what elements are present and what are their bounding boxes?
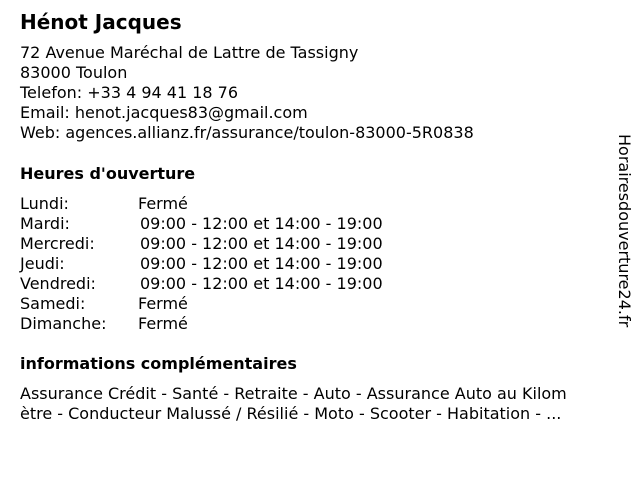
additional-info-heading: informations complémentaires [20,354,297,373]
day-label: Samedi: [20,294,86,313]
hours-value: Fermé [138,194,188,213]
hours-row-monday [20,194,450,214]
contact-details [20,43,474,143]
additional-info-line-1: Assurance Crédit - Santé - Retraite - Auto - Assurance Auto au Kilom [20,384,567,403]
day-label: Mercredi: [20,234,95,253]
opening-hours-heading: Heures d'ouverture [20,164,196,183]
hours-value: Fermé [138,294,188,313]
hours-value: Fermé [138,314,188,333]
additional-info-text [20,384,624,424]
hours-row-wednesday [20,234,450,254]
day-label: Mardi: [20,214,70,233]
email-line: Email: henot.jacques83@gmail.com [20,103,308,122]
hours-row-sunday [20,314,450,334]
hours-value: 09:00 - 12:00 et 14:00 - 19:00 [140,274,383,293]
hours-row-friday [20,274,450,294]
phone-line: Telefon: +33 4 94 41 18 76 [20,83,239,102]
day-label: Vendredi: [20,274,96,293]
site-watermark [612,134,640,344]
additional-info-line-2: ètre - Conducteur Malussé / Résilié - Moto - Scooter - Habitation - ... [20,404,562,423]
day-label: Dimanche: [20,314,107,333]
hours-value: 09:00 - 12:00 et 14:00 - 19:00 [140,214,383,233]
day-label: Lundi: [20,194,69,213]
address-line-2: 83000 Toulon [20,63,128,82]
day-label: Jeudi: [20,254,65,273]
hours-row-tuesday [20,214,450,234]
watermark-text: Horairesdouverture24.fr [615,134,634,328]
hours-value: 09:00 - 12:00 et 14:00 - 19:00 [140,234,383,253]
business-name-title: Hénot Jacques [20,10,182,34]
hours-row-saturday [20,294,450,314]
address-line-1: 72 Avenue Maréchal de Lattre de Tassigny [20,43,359,62]
hours-value: 09:00 - 12:00 et 14:00 - 19:00 [140,254,383,273]
hours-row-thursday [20,254,450,274]
opening-hours-list [20,194,450,334]
website-line: Web: agences.allianz.fr/assurance/toulon-83000-5R0838 [20,123,474,142]
